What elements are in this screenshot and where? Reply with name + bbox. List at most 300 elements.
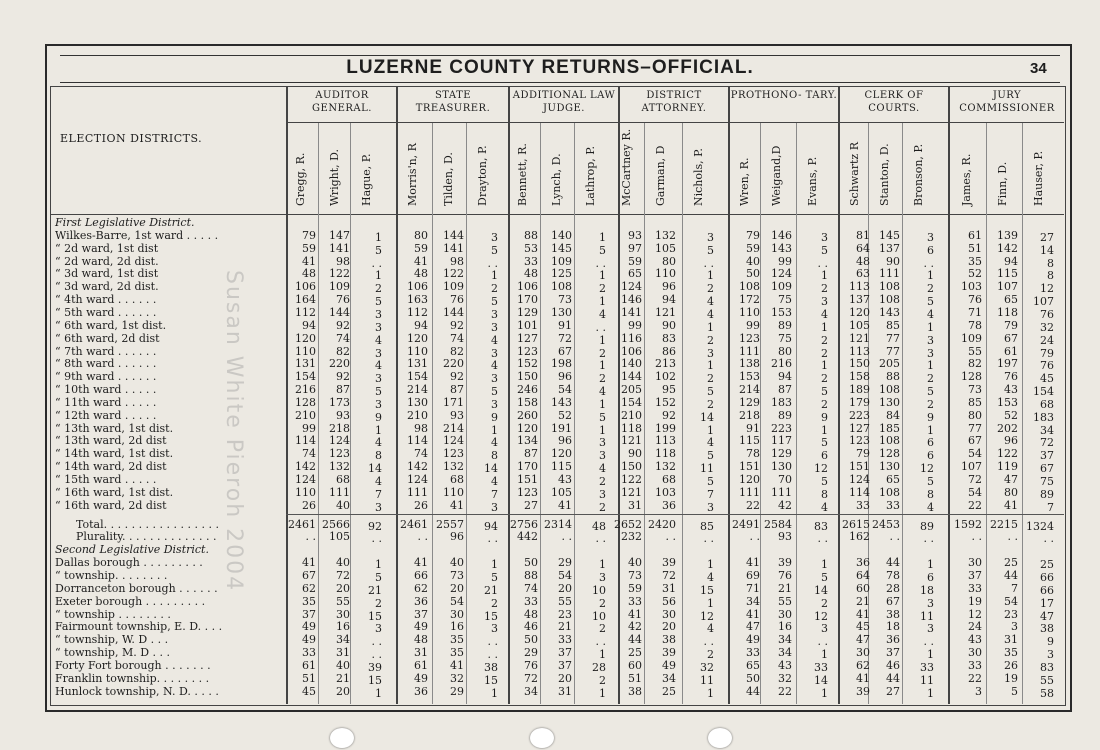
- vote-cell: 125: [551, 267, 572, 281]
- vote-cell: 96: [662, 280, 676, 294]
- vote-cell: 7: [1011, 581, 1018, 595]
- vote-cell: . .: [371, 635, 382, 649]
- vote-cell: 5: [821, 243, 828, 257]
- vote-cell: 37: [558, 658, 572, 672]
- vote-cell: 35: [1004, 646, 1018, 660]
- vote-cell: . .: [561, 530, 572, 544]
- vote-cell: 1592: [954, 517, 982, 531]
- district-label: “ 16th ward, 1st dist.: [55, 485, 174, 499]
- vote-cell: 46: [524, 620, 538, 634]
- vote-cell: 101: [517, 318, 538, 332]
- vote-cell: 76: [1040, 359, 1054, 373]
- candidate-header: Morris'n, R: [406, 143, 419, 206]
- vote-cell: 210: [295, 408, 316, 422]
- vote-cell: 120: [407, 331, 428, 345]
- vote-cell: 83: [662, 331, 676, 345]
- vote-cell: 1: [599, 423, 606, 437]
- vote-cell: 33: [302, 646, 316, 660]
- binding-hole: [708, 728, 732, 748]
- vote-cell: 109: [961, 331, 982, 345]
- vote-cell: 111: [771, 485, 792, 499]
- vote-cell: 25: [662, 684, 676, 698]
- vote-cell: 89: [1040, 487, 1054, 501]
- vote-cell: 143: [771, 241, 792, 255]
- vote-cell: 60: [856, 581, 870, 595]
- vote-cell: 36: [856, 556, 870, 570]
- vote-cell: 4: [707, 570, 714, 584]
- vote-cell: 9: [491, 410, 498, 424]
- vote-cell: 37: [886, 646, 900, 660]
- vote-cell: 25: [1004, 556, 1018, 570]
- vote-cell: 50: [524, 556, 538, 570]
- vote-cell: 48: [414, 267, 428, 281]
- vote-cell: . .: [595, 635, 606, 649]
- vote-cell: 141: [443, 241, 464, 255]
- vote-cell: 111: [407, 485, 428, 499]
- vote-cell: 5: [821, 570, 828, 584]
- district-label: Plurality. . . . . . . . . . . . . .: [76, 530, 217, 544]
- vote-cell: 122: [621, 473, 642, 486]
- vote-cell: 51: [302, 671, 316, 685]
- vote-cell: 41: [628, 607, 642, 621]
- vote-cell: 163: [407, 293, 428, 307]
- vote-cell: 98: [450, 254, 464, 268]
- vote-cell: 8: [375, 449, 382, 463]
- vote-cell: 106: [407, 280, 428, 294]
- vote-cell: 1: [707, 423, 714, 437]
- vote-cell: 38: [628, 684, 642, 698]
- vote-cell: 33: [968, 581, 982, 595]
- vote-cell: 108: [879, 485, 900, 499]
- candidate-header: Hauser, P.: [1032, 150, 1045, 206]
- vote-cell: 3: [599, 449, 606, 463]
- vote-cell: 47: [1040, 609, 1054, 623]
- vote-cell: 7: [707, 487, 714, 501]
- vote-cell: 76: [1040, 307, 1054, 321]
- vote-cell: 11: [920, 609, 934, 623]
- vote-cell: 20: [450, 581, 464, 595]
- vote-cell: 120: [739, 473, 760, 486]
- group-separator: [948, 86, 950, 704]
- vote-cell: 4: [599, 462, 606, 476]
- vote-cell: 38: [662, 633, 676, 647]
- vote-cell: 78: [886, 568, 900, 582]
- vote-cell: 2453: [872, 517, 900, 531]
- vote-cell: 152: [655, 395, 676, 409]
- vote-cell: 84: [886, 408, 900, 422]
- vote-cell: 82: [968, 357, 982, 371]
- vote-cell: 129: [771, 447, 792, 461]
- vote-cell: 143: [879, 305, 900, 319]
- vote-cell: 16: [450, 620, 464, 634]
- vote-cell: 4: [375, 333, 382, 347]
- vote-cell: 3: [375, 500, 382, 514]
- vote-cell: 79: [856, 447, 870, 461]
- vote-cell: 10: [592, 583, 606, 597]
- vote-cell: 33: [968, 658, 982, 672]
- vote-cell: 94: [302, 318, 316, 332]
- vote-cell: 75: [1040, 475, 1054, 488]
- vote-cell: 35: [450, 646, 464, 660]
- vote-cell: 199: [655, 421, 676, 435]
- district-label: Dorranceton borough . . . . . .: [55, 581, 218, 595]
- vote-cell: 54: [968, 485, 982, 499]
- vote-cell: 49: [662, 658, 676, 672]
- vote-cell: 118: [655, 447, 676, 461]
- vote-cell: 154: [407, 370, 428, 384]
- vote-cell: 2: [927, 397, 934, 411]
- vote-cell: 35: [302, 594, 316, 608]
- vote-cell: 75: [778, 331, 792, 345]
- candidate-header: Wright, D.: [328, 148, 341, 206]
- vote-cell: 210: [621, 408, 642, 422]
- candidate-header: Bennett, R.: [516, 143, 529, 206]
- vote-cell: 123: [443, 447, 464, 461]
- vote-cell: 142: [997, 241, 1018, 255]
- header-divider: [50, 214, 1064, 215]
- vote-cell: 64: [856, 568, 870, 582]
- vote-cell: 66: [1040, 583, 1054, 597]
- candidate-header: Evans, P.: [806, 156, 819, 206]
- vote-cell: 65: [628, 267, 642, 281]
- vote-cell: 1: [821, 320, 828, 334]
- vote-cell: 124: [407, 473, 428, 486]
- vote-cell: 8: [821, 487, 828, 501]
- vote-cell: 71: [746, 581, 760, 595]
- vote-cell: 67: [302, 568, 316, 582]
- vote-cell: 5: [927, 385, 934, 399]
- vote-cell: 144: [443, 228, 464, 242]
- vote-cell: 124: [849, 473, 870, 486]
- vote-cell: 123: [329, 447, 350, 461]
- vote-cell: 1: [599, 295, 606, 309]
- vote-cell: 35: [450, 633, 464, 647]
- vote-cell: 79: [746, 228, 760, 242]
- vote-cell: 33: [886, 498, 900, 512]
- vote-cell: 23: [1004, 607, 1018, 621]
- vote-cell: 4: [821, 500, 828, 514]
- vote-cell: 2: [491, 282, 498, 296]
- vote-cell: 78: [746, 447, 760, 461]
- vote-cell: 4: [821, 307, 828, 321]
- vote-cell: 145: [879, 228, 900, 242]
- vote-cell: 41: [856, 607, 870, 621]
- vote-cell: 61: [302, 658, 316, 672]
- vote-cell: 77: [968, 421, 982, 435]
- vote-cell: 110: [407, 344, 428, 358]
- vote-cell: 139: [997, 228, 1018, 242]
- vote-cell: 214: [443, 421, 464, 435]
- vote-cell: 85: [700, 519, 714, 533]
- candidate-header: Lathrop, P.: [584, 146, 597, 206]
- vote-cell: 146: [621, 293, 642, 307]
- vote-cell: 26: [302, 498, 316, 512]
- district-label: Franklin township. . . . . . . .: [55, 671, 210, 685]
- vote-cell: 1: [707, 686, 714, 700]
- vote-cell: 119: [997, 460, 1018, 474]
- group-underline: [288, 122, 396, 123]
- vote-cell: 1: [599, 269, 606, 283]
- vote-cell: 69: [746, 568, 760, 582]
- column-divider: [350, 123, 351, 704]
- vote-cell: 63: [856, 267, 870, 281]
- district-label: “ 3d ward, 1st dist: [55, 267, 159, 281]
- district-label: “ township . . . . . . . .: [55, 607, 171, 621]
- vote-cell: 2557: [436, 517, 464, 531]
- vote-cell: 3: [927, 230, 934, 244]
- district-label: Dallas borough . . . . . . . . .: [55, 556, 203, 570]
- vote-cell: 55: [1040, 673, 1054, 687]
- vote-cell: 72: [662, 568, 676, 582]
- vote-cell: 130: [407, 395, 428, 409]
- vote-cell: 32: [450, 671, 464, 685]
- vote-cell: 41: [450, 658, 464, 672]
- vote-cell: 40: [450, 556, 464, 570]
- vote-cell: 1: [491, 686, 498, 700]
- vote-cell: 12: [920, 462, 934, 476]
- vote-cell: 39: [778, 556, 792, 570]
- vote-cell: 25: [1040, 558, 1054, 572]
- vote-cell: 48: [524, 267, 538, 281]
- vote-cell: 5: [599, 410, 606, 424]
- vote-cell: 28: [592, 660, 606, 674]
- vote-cell: 124: [295, 473, 316, 486]
- vote-cell: 4: [375, 436, 382, 450]
- vote-cell: 37: [414, 607, 428, 621]
- group-header: DISTRICT ATTORNEY.: [641, 90, 707, 114]
- vote-cell: . .: [595, 320, 606, 334]
- vote-cell: 22: [746, 498, 760, 512]
- vote-cell: 33: [856, 498, 870, 512]
- vote-cell: 122: [329, 267, 350, 281]
- vote-cell: 110: [295, 485, 316, 499]
- vote-cell: 98: [336, 254, 350, 268]
- vote-cell: 39: [368, 660, 382, 674]
- column-divider: [574, 123, 575, 704]
- vote-cell: . .: [371, 648, 382, 662]
- vote-cell: 1: [599, 230, 606, 244]
- vote-cell: 2: [375, 596, 382, 610]
- group-header: ADDITIONAL LAW JUDGE.: [512, 90, 616, 114]
- vote-cell: . .: [817, 256, 828, 270]
- district-label: Exeter borough . . . . . . . . .: [55, 594, 206, 608]
- vote-cell: . .: [923, 532, 934, 546]
- vote-cell: 8: [1047, 256, 1054, 270]
- vote-cell: 8: [491, 449, 498, 463]
- vote-cell: 213: [655, 357, 676, 371]
- vote-cell: 87: [336, 383, 350, 397]
- vote-cell: 122: [443, 267, 464, 281]
- vote-cell: 197: [997, 357, 1018, 371]
- vote-cell: 5: [491, 243, 498, 257]
- vote-cell: 1: [375, 230, 382, 244]
- vote-cell: 2: [599, 372, 606, 386]
- vote-cell: 2: [707, 282, 714, 296]
- district-label: “ 14th ward, 1st dist.: [55, 447, 174, 461]
- vote-cell: 142: [407, 460, 428, 474]
- vote-cell: 52: [968, 267, 982, 281]
- vote-cell: 73: [558, 293, 572, 307]
- vote-cell: 140: [551, 228, 572, 242]
- group-header: STATE TREASURER.: [415, 90, 491, 114]
- candidate-header: Nichols, P.: [692, 148, 705, 206]
- vote-cell: 9: [1047, 635, 1054, 649]
- vote-cell: 31: [558, 684, 572, 698]
- vote-cell: 2: [821, 333, 828, 347]
- vote-cell: 9: [375, 410, 382, 424]
- vote-cell: 31: [662, 581, 676, 595]
- vote-cell: 5: [491, 295, 498, 309]
- vote-cell: 5: [491, 385, 498, 399]
- vote-cell: 80: [1004, 485, 1018, 499]
- vote-cell: 89: [778, 318, 792, 332]
- vote-cell: 3: [1047, 648, 1054, 662]
- page-title: LUZERNE COUNTY RETURNS–OFFICIAL.: [346, 57, 754, 78]
- vote-cell: 41: [746, 607, 760, 621]
- vote-cell: 4: [707, 622, 714, 636]
- vote-cell: 3: [491, 397, 498, 411]
- vote-cell: 21: [856, 594, 870, 608]
- vote-cell: . .: [665, 530, 676, 544]
- vote-cell: 1: [599, 686, 606, 700]
- vote-cell: 75: [778, 293, 792, 307]
- vote-cell: 39: [856, 684, 870, 698]
- vote-cell: 41: [558, 498, 572, 512]
- vote-cell: 52: [558, 408, 572, 422]
- vote-cell: 108: [879, 434, 900, 448]
- vote-cell: 41: [746, 556, 760, 570]
- vote-cell: 29: [450, 684, 464, 698]
- vote-cell: 220: [443, 357, 464, 371]
- vote-cell: 214: [739, 383, 760, 397]
- vote-cell: 132: [443, 460, 464, 474]
- vote-cell: . .: [305, 530, 316, 544]
- vote-cell: 116: [621, 331, 642, 345]
- vote-cell: 20: [336, 684, 350, 698]
- vote-cell: 77: [886, 331, 900, 345]
- vote-cell: 129: [517, 305, 538, 319]
- vote-cell: 2584: [764, 517, 792, 531]
- vote-cell: 5: [375, 570, 382, 584]
- vote-cell: 15: [368, 673, 382, 687]
- vote-cell: 143: [551, 395, 572, 409]
- vote-cell: 5: [821, 475, 828, 488]
- group-underline: [398, 122, 508, 123]
- vote-cell: 30: [336, 607, 350, 621]
- vote-cell: 68: [450, 473, 464, 486]
- vote-cell: . .: [923, 256, 934, 270]
- vote-cell: 110: [739, 305, 760, 319]
- vote-cell: 152: [517, 357, 538, 371]
- group-header: AUDITOR GENERAL.: [312, 90, 372, 114]
- candidate-header: Tilden, D.: [442, 152, 455, 206]
- vote-cell: 2: [821, 397, 828, 411]
- vote-cell: 3: [707, 346, 714, 360]
- vote-cell: 145: [551, 241, 572, 255]
- vote-cell: 45: [1040, 372, 1054, 386]
- vote-cell: 72: [968, 473, 982, 486]
- vote-cell: 173: [329, 395, 350, 409]
- vote-cell: 6: [927, 449, 934, 463]
- vote-cell: 111: [739, 485, 760, 499]
- vote-cell: 3: [491, 230, 498, 244]
- vote-cell: 1: [927, 686, 934, 700]
- vote-cell: 3: [975, 684, 982, 698]
- vote-cell: 99: [746, 318, 760, 332]
- vote-cell: 3: [821, 230, 828, 244]
- vote-cell: 123: [517, 344, 538, 358]
- vote-cell: 1324: [1026, 519, 1054, 533]
- vote-cell: 113: [849, 344, 870, 358]
- vote-cell: 260: [517, 408, 538, 422]
- vote-cell: 216: [295, 383, 316, 397]
- vote-cell: 1: [927, 558, 934, 572]
- vote-cell: 4: [599, 307, 606, 321]
- vote-cell: 1: [599, 359, 606, 373]
- district-label: “ 14th ward, 2d dist: [55, 460, 167, 474]
- vote-cell: 2314: [544, 517, 572, 531]
- vote-cell: 1: [599, 558, 606, 572]
- vote-cell: 61: [1004, 344, 1018, 358]
- vote-cell: 144: [443, 305, 464, 319]
- vote-cell: 5: [375, 385, 382, 399]
- vote-cell: 124: [443, 434, 464, 448]
- vote-cell: 79: [1040, 346, 1054, 360]
- vote-cell: 141: [329, 241, 350, 255]
- vote-cell: 45: [302, 684, 316, 698]
- vote-cell: 40: [746, 254, 760, 268]
- vote-cell: 96: [450, 530, 464, 544]
- vote-cell: 96: [1004, 434, 1018, 448]
- vote-cell: . .: [817, 532, 828, 546]
- vote-cell: 6: [927, 243, 934, 257]
- vote-cell: 96: [558, 370, 572, 384]
- vote-cell: 3: [491, 372, 498, 386]
- vote-cell: 73: [628, 568, 642, 582]
- vote-cell: 183: [1033, 410, 1054, 424]
- vote-cell: 134: [517, 434, 538, 448]
- vote-cell: 7: [375, 487, 382, 501]
- vote-cell: 132: [655, 228, 676, 242]
- vote-cell: 106: [295, 280, 316, 294]
- vote-cell: 442: [517, 530, 538, 544]
- vote-cell: 130: [879, 460, 900, 474]
- vote-cell: 3: [375, 622, 382, 636]
- vote-cell: 1: [707, 320, 714, 334]
- vote-cell: 33: [920, 660, 934, 674]
- vote-cell: 20: [336, 581, 350, 595]
- candidate-header: Drayton, P.: [476, 145, 489, 206]
- vote-cell: 6: [927, 436, 934, 450]
- vote-cell: 2: [599, 622, 606, 636]
- vote-cell: 14: [1040, 243, 1054, 257]
- vote-cell: . .: [703, 532, 714, 546]
- column-divider: [540, 123, 541, 704]
- vote-cell: 114: [295, 434, 316, 448]
- vote-cell: . .: [417, 530, 428, 544]
- vote-cell: 31: [1004, 633, 1018, 647]
- vote-cell: 66: [1040, 570, 1054, 584]
- vote-cell: 223: [849, 408, 870, 422]
- vote-cell: 41: [450, 498, 464, 512]
- vote-cell: 62: [414, 581, 428, 595]
- vote-cell: . .: [487, 532, 498, 546]
- vote-cell: 5: [821, 436, 828, 450]
- vote-cell: 121: [849, 331, 870, 345]
- vote-cell: 39: [662, 646, 676, 660]
- vote-cell: 4: [707, 295, 714, 309]
- vote-cell: 86: [662, 344, 676, 358]
